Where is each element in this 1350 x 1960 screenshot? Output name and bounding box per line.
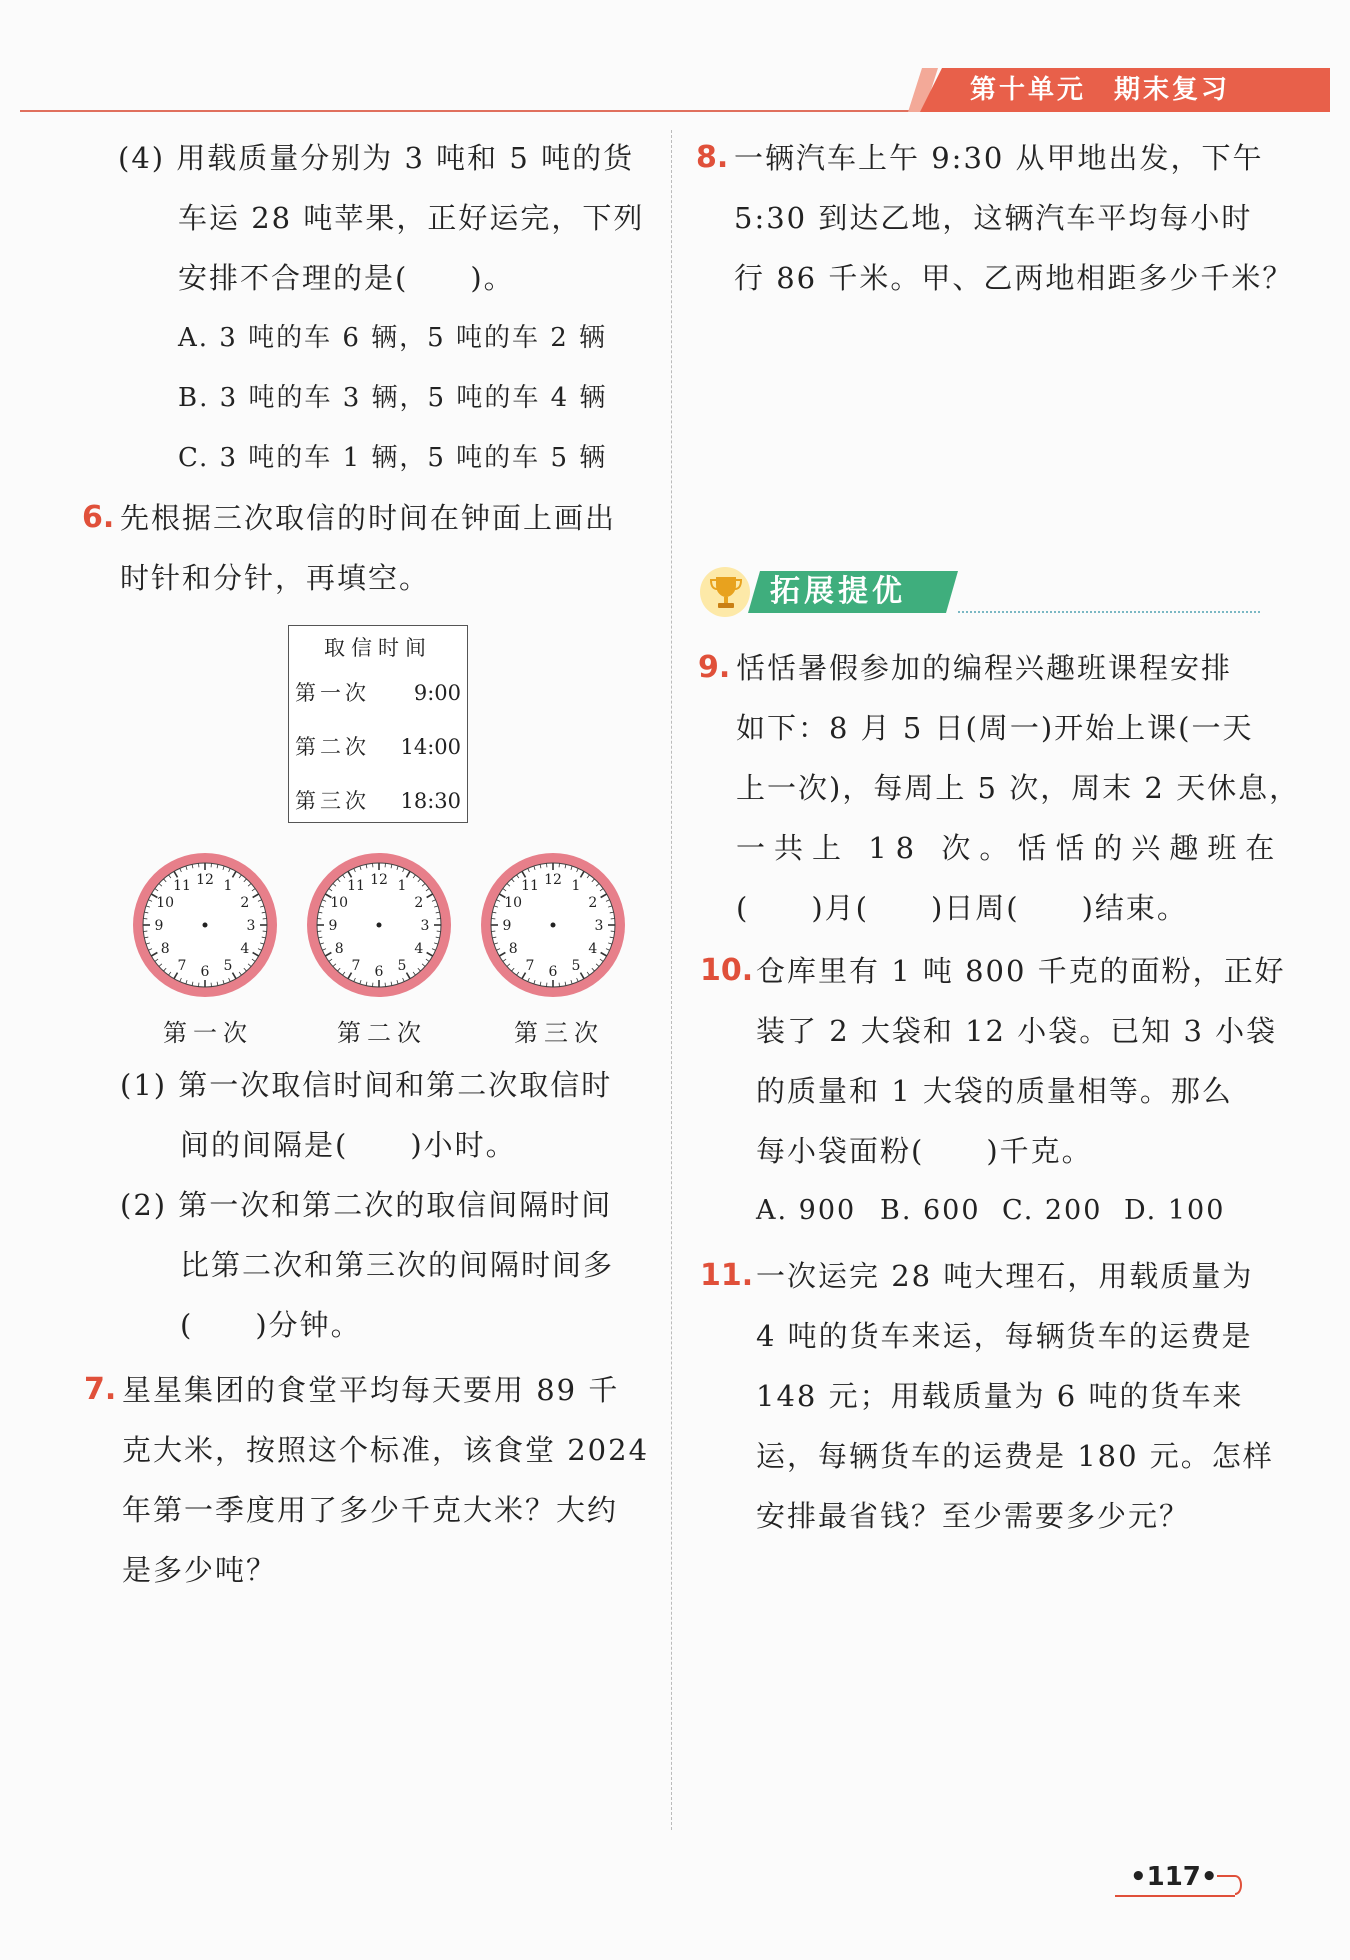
q5-option-b: B. 3 吨的车 3 辆，5 吨的车 4 辆 bbox=[178, 383, 608, 413]
clock-number: 7 bbox=[177, 957, 187, 974]
clock-number: 2 bbox=[240, 895, 250, 911]
clock-number: 6 bbox=[200, 964, 210, 980]
q8-number: 8. bbox=[696, 140, 729, 175]
q7-number: 7. bbox=[84, 1372, 117, 1407]
q10-number: 10. bbox=[700, 953, 754, 988]
q7-line-3: 年第一季度用了多少千克大米？大约 bbox=[122, 1493, 619, 1527]
clock-number: 3 bbox=[246, 918, 256, 934]
q8-line-2: 5:30 到达乙地，这辆汽车平均每小时 bbox=[734, 201, 1253, 235]
row-label: 第一次 bbox=[295, 681, 370, 705]
q11-line-3: 148 元；用载质量为 6 吨的货车来 bbox=[756, 1379, 1244, 1413]
clock-number: 4 bbox=[414, 941, 424, 957]
table-row bbox=[295, 732, 463, 762]
row-label: 第三次 bbox=[295, 789, 370, 813]
clock-center bbox=[377, 923, 382, 928]
q9-number: 9. bbox=[698, 650, 731, 685]
q7-line-1: 星星集团的食堂平均每天要用 89 千 bbox=[122, 1373, 620, 1407]
q10-line-3: 的质量和 1 大袋的质量相等。那么 bbox=[756, 1074, 1233, 1108]
q11-line-2: 4 吨的货车来运，每辆货车的运费是 bbox=[756, 1319, 1253, 1353]
q6-sub1-line-1: (1) 第一次取信时间和第二次取信时 bbox=[120, 1068, 613, 1102]
page-curl-icon bbox=[1215, 1872, 1245, 1898]
clock-number: 12 bbox=[544, 872, 562, 888]
clock-label-3: 第三次 bbox=[514, 1019, 604, 1047]
clock-number: 9 bbox=[328, 918, 338, 934]
q10-line-1: 仓库里有 1 吨 800 千克的面粉，正好 bbox=[756, 954, 1286, 988]
q9-line-3: 上一次)，每周上 5 次，周末 2 天休息， bbox=[736, 771, 1301, 805]
q9-line-5: ( )月( )日周( )结束。 bbox=[736, 891, 1188, 925]
q11-line-5: 安排最省钱？至少需要多少元？ bbox=[756, 1499, 1191, 1533]
q5-line-2: 车运 28 吨苹果，正好运完，下列 bbox=[178, 201, 645, 235]
clock-number: 10 bbox=[504, 895, 523, 911]
q7-line-4: 是多少吨？ bbox=[122, 1553, 278, 1587]
clock-number: 9 bbox=[502, 918, 512, 934]
q10-option-d: D. 100 bbox=[1124, 1195, 1226, 1226]
q10-option-b: B. 600 bbox=[880, 1195, 981, 1226]
table-title: 取信时间 bbox=[324, 636, 432, 660]
clock-number: 12 bbox=[370, 872, 388, 888]
q7-line-2: 克大米，按照这个标准，该食堂 2024 bbox=[122, 1433, 650, 1467]
q8-line-3: 行 86 千米。甲、乙两地相距多少千米？ bbox=[734, 261, 1294, 295]
q10-option-a: A. 900 bbox=[756, 1195, 857, 1226]
section-banner bbox=[700, 567, 1260, 617]
clock-number: 1 bbox=[223, 878, 233, 895]
q9-line-1: 恬恬暑假参加的编程兴趣班课程安排 bbox=[736, 651, 1233, 685]
clock-face-2[interactable] bbox=[304, 850, 454, 1000]
q6-line-1: 先根据三次取信的时间在钟面上画出 bbox=[120, 501, 617, 535]
pickup-time-table bbox=[288, 625, 468, 823]
clock-number: 9 bbox=[154, 918, 164, 934]
trophy-icon bbox=[708, 573, 744, 611]
q6-sub2-line-1: (2) 第一次和第二次的取信间隔时间 bbox=[120, 1188, 613, 1222]
q6-sub2-line-3: ( )分钟。 bbox=[180, 1308, 362, 1342]
clock-number: 1 bbox=[397, 878, 407, 895]
q6-number: 6. bbox=[82, 500, 115, 535]
q11-number: 11. bbox=[700, 1258, 754, 1293]
clock-number: 4 bbox=[588, 941, 598, 957]
q11-line-4: 运，每辆货车的运费是 180 元。怎样 bbox=[756, 1439, 1274, 1473]
clock-number: 5 bbox=[571, 957, 581, 974]
clock-number: 10 bbox=[330, 895, 349, 911]
q6-sub2-line-2: 比第二次和第三次的间隔时间多 bbox=[180, 1248, 615, 1282]
clock-number: 11 bbox=[347, 878, 365, 895]
q5-option-c: C. 3 吨的车 1 辆，5 吨的车 5 辆 bbox=[178, 443, 608, 473]
clock-number: 4 bbox=[240, 941, 250, 957]
page-number: •117• bbox=[1130, 1862, 1218, 1892]
row-time: 18:30 bbox=[400, 789, 461, 813]
clock-number: 6 bbox=[548, 964, 558, 980]
banner-title: 拓展提优 bbox=[770, 574, 906, 609]
q11-line-1: 一次运完 28 吨大理石，用载质量为 bbox=[756, 1259, 1254, 1293]
q5-line-1: (4) 用载质量分别为 3 吨和 5 吨的货 bbox=[118, 141, 635, 175]
clock-number: 7 bbox=[525, 957, 535, 974]
clock-center bbox=[551, 923, 556, 928]
q10-line-4: 每小袋面粉( )千克。 bbox=[756, 1134, 1093, 1168]
clock-face-3[interactable] bbox=[478, 850, 628, 1000]
clock-number: 5 bbox=[397, 957, 407, 974]
table-row bbox=[295, 678, 463, 708]
clock-number: 2 bbox=[588, 895, 598, 911]
clock-number: 11 bbox=[173, 878, 191, 895]
clock-number: 3 bbox=[420, 918, 430, 934]
row-time: 14:00 bbox=[400, 735, 461, 759]
q9-line-4: 一共上 18 次。恬恬的兴趣班在 bbox=[736, 831, 1284, 865]
clock-number: 8 bbox=[334, 941, 344, 957]
clock-center bbox=[203, 923, 208, 928]
q5-option-a: A. 3 吨的车 6 辆，5 吨的车 2 辆 bbox=[178, 323, 608, 353]
clock-number: 8 bbox=[160, 941, 170, 957]
q10-line-2: 装了 2 大袋和 12 小袋。已知 3 小袋 bbox=[756, 1014, 1278, 1048]
clock-number: 12 bbox=[196, 872, 214, 888]
clock-face-1[interactable] bbox=[130, 850, 280, 1000]
q9-line-2: 如下：8 月 5 日(周一)开始上课(一天 bbox=[736, 711, 1254, 745]
clock-label-1: 第一次 bbox=[163, 1019, 253, 1047]
header-title bbox=[970, 70, 1258, 110]
table-row bbox=[295, 786, 463, 816]
row-label: 第二次 bbox=[295, 735, 370, 759]
section-label: 期末复习 bbox=[1114, 75, 1231, 105]
clock-number: 1 bbox=[571, 878, 581, 895]
clock-number: 2 bbox=[414, 895, 424, 911]
column-divider bbox=[671, 130, 672, 1830]
row-time: 9:00 bbox=[413, 681, 461, 705]
clock-number: 3 bbox=[594, 918, 604, 934]
q6-line-2: 时针和分针，再填空。 bbox=[120, 561, 431, 595]
q5-line-3: 安排不合理的是( )。 bbox=[178, 261, 515, 295]
clock-label-2: 第二次 bbox=[337, 1019, 427, 1047]
unit-label: 第十单元 bbox=[970, 75, 1087, 105]
banner-dotted-rule bbox=[958, 611, 1260, 613]
clock-number: 7 bbox=[351, 957, 361, 974]
clock-number: 6 bbox=[374, 964, 384, 980]
clock-number: 10 bbox=[156, 895, 175, 911]
q8-line-1: 一辆汽车上午 9:30 从甲地出发，下午 bbox=[734, 141, 1264, 175]
q10-option-c: C. 200 bbox=[1002, 1195, 1103, 1226]
clock-number: 5 bbox=[223, 957, 233, 974]
q6-sub1-line-2: 间的间隔是( )小时。 bbox=[180, 1128, 517, 1162]
clock-number: 8 bbox=[508, 941, 518, 957]
clock-number: 11 bbox=[521, 878, 539, 895]
